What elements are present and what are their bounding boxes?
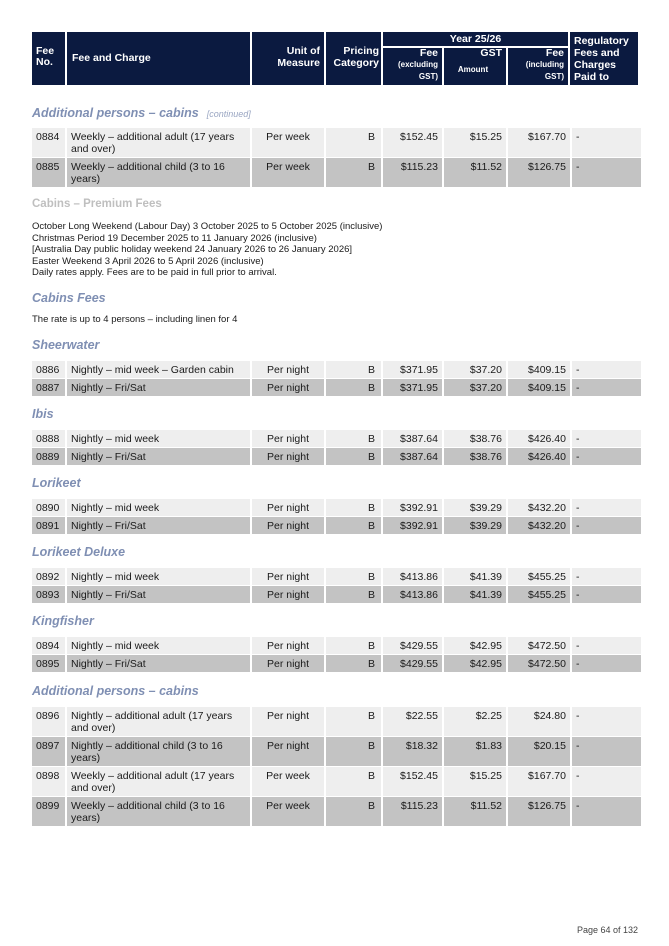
- unit-of-measure-cell: Per night: [252, 379, 324, 396]
- fee-number-cell: 0885: [32, 158, 65, 187]
- header-fee-incl-sub: (including GST): [525, 60, 564, 81]
- unit-of-measure-cell: Per week: [252, 128, 324, 157]
- table-ibis: [32, 430, 641, 466]
- table-row: [32, 655, 641, 672]
- pricing-category-cell: B: [326, 361, 381, 378]
- fee-number-cell: 0897: [32, 737, 65, 766]
- pricing-category-cell: B: [326, 767, 381, 796]
- section-premium-fees: Cabins – Premium Fees: [32, 198, 162, 210]
- header-year: Year 25/26: [383, 32, 568, 46]
- header-fee-excl: [383, 48, 442, 85]
- table-header: [32, 32, 638, 85]
- premium-line: Daily rates apply. Fees are to be paid in full prior to arrival.: [32, 267, 277, 278]
- fee-description-cell: Nightly – Fri/Sat: [67, 655, 250, 672]
- pricing-category-cell: B: [326, 568, 381, 585]
- section-sheerwater: Sheerwater: [32, 338, 100, 352]
- section-ibis: Ibis: [32, 407, 54, 421]
- premium-line: Easter Weekend 3 April 2026 to 5 April 2026 (inclusive): [32, 255, 264, 267]
- section-title: Additional persons – cabins: [32, 106, 199, 120]
- fee-number-cell: 0893: [32, 586, 65, 603]
- continued-label: [continued]: [206, 109, 251, 119]
- pricing-category-cell: B: [326, 737, 381, 766]
- table-row: [32, 586, 641, 603]
- fee-including-gst-cell: $472.50: [508, 655, 570, 672]
- fee-description-cell: Nightly – mid week: [67, 568, 250, 585]
- header-fee-incl: [508, 48, 568, 85]
- fee-description-cell: Nightly – mid week: [67, 637, 250, 654]
- fee-including-gst-cell: $426.40: [508, 430, 570, 447]
- regulatory-paid-to-cell: -: [572, 448, 641, 465]
- fee-number-cell: 0889: [32, 448, 65, 465]
- fee-description-cell: Nightly – mid week – Garden cabin: [67, 361, 250, 378]
- gst-amount-cell: $37.20: [444, 361, 506, 378]
- fee-including-gst-cell: $167.70: [508, 128, 570, 157]
- regulatory-paid-to-cell: -: [572, 430, 641, 447]
- fee-including-gst-cell: $432.20: [508, 499, 570, 516]
- page-number: Page 64 of 132: [576, 925, 638, 935]
- table-additional-persons: [32, 707, 641, 827]
- fee-excluding-gst-cell: $152.45: [383, 128, 442, 157]
- gst-amount-cell: $15.25: [444, 767, 506, 796]
- unit-of-measure-cell: Per night: [252, 707, 324, 736]
- table-row: [32, 448, 641, 465]
- table-row: [32, 158, 641, 187]
- gst-amount-cell: $39.29: [444, 499, 506, 516]
- regulatory-paid-to-cell: -: [572, 517, 641, 534]
- regulatory-paid-to-cell: -: [572, 737, 641, 766]
- pricing-category-cell: B: [326, 637, 381, 654]
- premium-line: October Long Weekend (Labour Day) 3 October 2025 to 5 October 2025 (inclusive): [32, 221, 383, 232]
- table-row: [32, 379, 641, 396]
- fee-excluding-gst-cell: $152.45: [383, 767, 442, 796]
- fee-number-cell: 0892: [32, 568, 65, 585]
- fee-description-cell: Nightly – additional adult (17 years and over): [67, 707, 250, 736]
- table-row: [32, 707, 641, 736]
- regulatory-paid-to-cell: -: [572, 568, 641, 585]
- table-lorikeet: [32, 499, 641, 535]
- fee-including-gst-cell: $24.80: [508, 707, 570, 736]
- table-row: [32, 637, 641, 654]
- table-row: [32, 499, 641, 516]
- fee-including-gst-cell: $126.75: [508, 158, 570, 187]
- fee-number-cell: 0884: [32, 128, 65, 157]
- fee-excluding-gst-cell: $387.64: [383, 430, 442, 447]
- pricing-category-cell: B: [326, 430, 381, 447]
- fee-excluding-gst-cell: $387.64: [383, 448, 442, 465]
- header-regulatory: Regulatory Fees and Charges Paid to: [570, 32, 638, 85]
- regulatory-paid-to-cell: -: [572, 707, 641, 736]
- regulatory-paid-to-cell: -: [572, 797, 641, 826]
- gst-amount-cell: $11.52: [444, 158, 506, 187]
- fee-number-cell: 0888: [32, 430, 65, 447]
- fee-excluding-gst-cell: $115.23: [383, 158, 442, 187]
- fee-number-cell: 0890: [32, 499, 65, 516]
- table-row: [32, 737, 641, 766]
- fee-description-cell: Nightly – Fri/Sat: [67, 379, 250, 396]
- fee-including-gst-cell: $409.15: [508, 361, 570, 378]
- unit-of-measure-cell: Per night: [252, 655, 324, 672]
- fee-including-gst-cell: $472.50: [508, 637, 570, 654]
- fee-including-gst-cell: $455.25: [508, 568, 570, 585]
- section-additional-persons-continued: [32, 106, 251, 120]
- gst-amount-cell: $39.29: [444, 517, 506, 534]
- fee-excluding-gst-cell: $392.91: [383, 499, 442, 516]
- header-pricing-category: Pricing Category: [326, 32, 381, 85]
- fee-including-gst-cell: $432.20: [508, 517, 570, 534]
- header-unit-of-measure: Unit of Measure: [252, 32, 324, 85]
- fee-description-cell: Nightly – additional child (3 to 16 years): [67, 737, 250, 766]
- unit-of-measure-cell: Per night: [252, 448, 324, 465]
- section-cabins-fees: Cabins Fees: [32, 291, 106, 305]
- table-additional-continued: [32, 128, 641, 188]
- fee-description-cell: Weekly – additional adult (17 years and over): [67, 767, 250, 796]
- section-lorikeet-deluxe: Lorikeet Deluxe: [32, 545, 126, 559]
- fee-number-cell: 0887: [32, 379, 65, 396]
- header-fee-and-charge: Fee and Charge: [67, 32, 250, 85]
- fee-number-cell: 0899: [32, 797, 65, 826]
- unit-of-measure-cell: Per night: [252, 737, 324, 766]
- fee-number-cell: 0896: [32, 707, 65, 736]
- regulatory-paid-to-cell: -: [572, 128, 641, 157]
- unit-of-measure-cell: Per week: [252, 158, 324, 187]
- fee-description-cell: Nightly – Fri/Sat: [67, 448, 250, 465]
- fee-including-gst-cell: $167.70: [508, 767, 570, 796]
- fee-description-cell: Nightly – Fri/Sat: [67, 586, 250, 603]
- fee-description-cell: Nightly – mid week: [67, 499, 250, 516]
- unit-of-measure-cell: Per night: [252, 499, 324, 516]
- regulatory-paid-to-cell: -: [572, 767, 641, 796]
- table-row: [32, 128, 641, 157]
- fee-excluding-gst-cell: $413.86: [383, 568, 442, 585]
- header-gst-label: GST: [480, 47, 502, 59]
- pricing-category-cell: B: [326, 586, 381, 603]
- pricing-category-cell: B: [326, 655, 381, 672]
- unit-of-measure-cell: Per night: [252, 430, 324, 447]
- gst-amount-cell: $42.95: [444, 637, 506, 654]
- gst-amount-cell: $42.95: [444, 655, 506, 672]
- section-kingfisher: Kingfisher: [32, 614, 94, 628]
- header-fee-incl-label: Fee: [545, 47, 564, 59]
- pricing-category-cell: B: [326, 128, 381, 157]
- unit-of-measure-cell: Per night: [252, 568, 324, 585]
- gst-amount-cell: $11.52: [444, 797, 506, 826]
- fee-number-cell: 0898: [32, 767, 65, 796]
- gst-amount-cell: $2.25: [444, 707, 506, 736]
- pricing-category-cell: B: [326, 517, 381, 534]
- fee-including-gst-cell: $455.25: [508, 586, 570, 603]
- table-row: [32, 517, 641, 534]
- header-fee-no: Fee No.: [32, 32, 65, 85]
- pricing-category-cell: B: [326, 379, 381, 396]
- table-row: [32, 568, 641, 585]
- fee-excluding-gst-cell: $429.55: [383, 655, 442, 672]
- table-row: [32, 430, 641, 447]
- gst-amount-cell: $41.39: [444, 586, 506, 603]
- fee-number-cell: 0895: [32, 655, 65, 672]
- fee-excluding-gst-cell: $371.95: [383, 361, 442, 378]
- section-lorikeet: Lorikeet: [32, 476, 81, 490]
- gst-amount-cell: $38.76: [444, 448, 506, 465]
- gst-amount-cell: $37.20: [444, 379, 506, 396]
- unit-of-measure-cell: Per night: [252, 586, 324, 603]
- pricing-category-cell: B: [326, 448, 381, 465]
- unit-of-measure-cell: Per night: [252, 517, 324, 534]
- regulatory-paid-to-cell: -: [572, 158, 641, 187]
- regulatory-paid-to-cell: -: [572, 655, 641, 672]
- fee-description-cell: Nightly – mid week: [67, 430, 250, 447]
- unit-of-measure-cell: Per week: [252, 797, 324, 826]
- fee-excluding-gst-cell: $429.55: [383, 637, 442, 654]
- fee-excluding-gst-cell: $371.95: [383, 379, 442, 396]
- fee-excluding-gst-cell: $115.23: [383, 797, 442, 826]
- fee-including-gst-cell: $409.15: [508, 379, 570, 396]
- premium-fee-notes: [32, 221, 632, 279]
- fee-excluding-gst-cell: $22.55: [383, 707, 442, 736]
- fee-number-cell: 0891: [32, 517, 65, 534]
- fee-description-cell: Weekly – additional adult (17 years and over): [67, 128, 250, 157]
- pricing-category-cell: B: [326, 158, 381, 187]
- fee-excluding-gst-cell: $18.32: [383, 737, 442, 766]
- fee-number-cell: 0894: [32, 637, 65, 654]
- fee-including-gst-cell: $20.15: [508, 737, 570, 766]
- fee-number-cell: 0886: [32, 361, 65, 378]
- pricing-category-cell: B: [326, 499, 381, 516]
- premium-line: Christmas Period 19 December 2025 to 11 January 2026 (inclusive): [32, 232, 317, 244]
- pricing-category-cell: B: [326, 707, 381, 736]
- unit-of-measure-cell: Per week: [252, 767, 324, 796]
- premium-line: [Australia Day public holiday weekend 24 January 2026 to 26 January 2026]: [32, 244, 353, 255]
- header-fee-excl-label: Fee: [419, 47, 438, 59]
- gst-amount-cell: $15.25: [444, 128, 506, 157]
- gst-amount-cell: $38.76: [444, 430, 506, 447]
- fee-including-gst-cell: $426.40: [508, 448, 570, 465]
- table-row: [32, 797, 641, 826]
- gst-amount-cell: $41.39: [444, 568, 506, 585]
- table-row: [32, 361, 641, 378]
- regulatory-paid-to-cell: -: [572, 379, 641, 396]
- unit-of-measure-cell: Per night: [252, 637, 324, 654]
- cabins-fees-note: The rate is up to 4 persons – including linen for 4: [32, 314, 238, 325]
- header-gst: [444, 48, 506, 85]
- table-kingfisher: [32, 637, 641, 673]
- fee-excluding-gst-cell: $413.86: [383, 586, 442, 603]
- fee-description-cell: Weekly – additional child (3 to 16 years): [67, 797, 250, 826]
- fee-excluding-gst-cell: $392.91: [383, 517, 442, 534]
- header-gst-sub: Amount: [457, 65, 489, 74]
- gst-amount-cell: $1.83: [444, 737, 506, 766]
- unit-of-measure-cell: Per night: [252, 361, 324, 378]
- regulatory-paid-to-cell: -: [572, 586, 641, 603]
- regulatory-paid-to-cell: -: [572, 499, 641, 516]
- table-row: [32, 767, 641, 796]
- regulatory-paid-to-cell: -: [572, 361, 641, 378]
- fee-description-cell: Nightly – Fri/Sat: [67, 517, 250, 534]
- table-lorikeet-deluxe: [32, 568, 641, 604]
- section-additional-persons: Additional persons – cabins: [32, 684, 199, 698]
- pricing-category-cell: B: [326, 797, 381, 826]
- regulatory-paid-to-cell: -: [572, 637, 641, 654]
- table-sheerwater: [32, 361, 641, 397]
- fee-including-gst-cell: $126.75: [508, 797, 570, 826]
- header-fee-excl-sub: (excluding GST): [397, 60, 438, 81]
- fee-description-cell: Weekly – additional child (3 to 16 years): [67, 158, 250, 187]
